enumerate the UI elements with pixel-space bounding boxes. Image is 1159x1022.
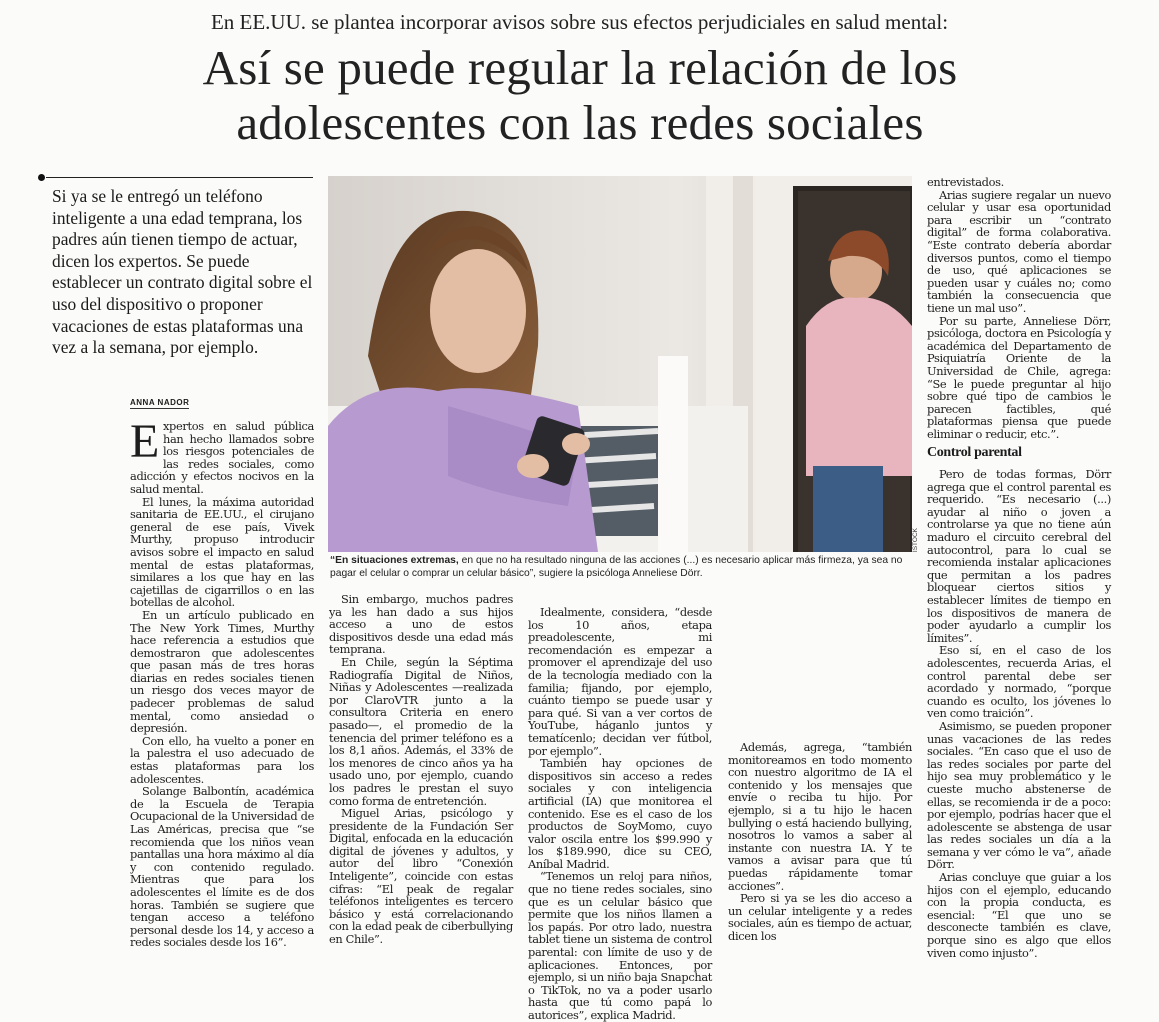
text-column-3 bbox=[528, 606, 712, 1022]
paragraph: Expertos en salud pública han hecho llamados sobre los riesgos potenciales de las redes sociales, como adicción y efectos nocivos en la salud mental. bbox=[130, 415, 314, 496]
article-lead: Si ya se le entregó un teléfono inteligente a una edad temprana, los padres aún tienen tiempo de actuar, dicen los expertos. Se puede establecer un contrato digital sobre el uso del dispositivo o proponer vacaciones de estas plataformas una vez a la semana, por ejemplo. bbox=[52, 186, 313, 358]
paragraph: Asimismo, se pueden proponer unas vacaciones de las redes sociales. “En caso que el uso de las redes sociales por parte del hijo sea muy problemático y le cueste mucho abstenerse de ellas, se recomienda ir de a poco: por ejemplo, podrías hacer que el adolescente se abstenga de usar las redes sociales un día a la semana y ver cómo le va”, añade Dörr. bbox=[927, 718, 1111, 872]
paragraph: Pero si ya se les dio acceso a un celular inteligente y a redes sociales, aún es tiempo de actuar, dicen los bbox=[728, 891, 912, 943]
paragraph: Pero de todas formas, Dörr agrega que el control parental es requerido. “Es necesario (...) ayudar al niño o joven a controlarse ya que no tiene aún maduro el circuito cerebral del autocontrol, para lo cual se recomienda instalar aplicaciones que permitan a los padres bloquear ciertos sitios y establecer límites de tiempo en los dispositivos de manera de poder ayudarlo a cumplir los límites”. bbox=[927, 467, 1111, 645]
paragraph: En un artículo publicado en The New York Times, Murthy hace referencia a estudios que demostraron que adolescentes que pasan más de tres horas diarias en redes sociales tienen un riesgo dos veces mayor de padecer problemas de salud mental, como ansiedad o depresión. bbox=[130, 607, 314, 736]
paragraph: Idealmente, considera, “desde los 10 años, etapa preadolescente, mi recomendación es empezar a promover el aprendizaje del uso de la tecnología mediado con la familia; fijando, por ejemplo, cuánto tiempo se puede usar y para qué. Si van a ver cortos de YouTube, háganlo juntos y tematícenlo; decidan ver fútbol, por ejemplo”. bbox=[528, 605, 712, 758]
paragraph: También hay opciones de dispositivos sin acceso a redes sociales y con inteligencia artificial (IA) que monitorea el contenido. Ese es el caso de los productos de SoyMomo, cuyo valor oscila entre los $99.990 y los $189.990, dice su CEO, Aníbal Madrid. bbox=[528, 756, 712, 871]
lead-rule bbox=[46, 177, 313, 178]
photo-caption bbox=[330, 555, 912, 580]
article-kicker: En EE.UU. se plantea incorporar avisos sobre sus efectos perjudiciales en salud mental: bbox=[210, 10, 949, 34]
article-headline bbox=[40, 40, 1120, 150]
paragraph: Sin embargo, muchos padres ya les han dado a sus hijos acceso a uno de estos dispositivos desde una edad más temprana. bbox=[329, 592, 513, 657]
paragraph: Por su parte, Anneliese Dörr, psicóloga, doctora en Psicología y académica del Departamento de Psiquiatría Oriente de la Universidad de Chile, agrega: “Se le puede preguntar al hijo sobre qué tipo de cambios le parecen factibles, qué plataformas piensa que puede eliminar o reducir, etc.”. bbox=[927, 313, 1111, 441]
paragraph: Además, agrega, “también monitoreamos en todo momento con nuestro algoritmo de IA el contenido y los mensajes que envíe o reciba tu hijo. Por ejemplo, si a tu hijo le hacen bullying o está haciendo bullying, nosotros lo vamos a saber al instante con nuestra IA. Y te vamos a avisar para que tú puedas rápidamente tomar acciones”. bbox=[728, 740, 912, 893]
article-photo bbox=[328, 176, 912, 552]
text-column-2 bbox=[329, 593, 513, 946]
drop-cap: E bbox=[130, 415, 159, 468]
paragraph: entrevistados. bbox=[927, 175, 1004, 189]
paragraph: El lunes, la máxima autoridad sanitaria de EE.UU., el cirujano general de ese país, Vivek Murthy, propuso introducir avisos sobre el impacto en salud mental de estas plataformas, similares a los que hay en las cajetillas de cigarrillos o en las botellas de alcohol. bbox=[130, 494, 314, 610]
section-subheading: Control parental bbox=[927, 445, 1022, 461]
lead-bullet-icon bbox=[38, 174, 45, 181]
photo-credit: ISTOCK bbox=[912, 528, 919, 553]
caption-lead: “En situaciones extremas, bbox=[330, 555, 459, 566]
caption-text: en que no ha resultado ninguna de las acciones (...) es necesario aplicar más firmeza, ya sea no pagar el celular o comprar un celular básico”, sugiere la psicóloga Anneliese Dörr. bbox=[330, 555, 903, 579]
text-column-5 bbox=[927, 176, 1111, 959]
paragraph: Miguel Arias, psicólogo y presidente de la Fundación Ser Digital, enfocada en la educación digital de jóvenes y adultos, y autor del libro “Conexión Inteligente”, coincide con estas cifras: “El peak de regalar teléfonos inteligentes es tercero básico y está correlacionando con la edad peak de ciberbullying en Chile”. bbox=[329, 806, 513, 947]
text-column-1 bbox=[130, 415, 314, 950]
text-column-4 bbox=[728, 741, 912, 943]
paragraph: Con ello, ha vuelto a poner en la palestra el uso adecuado de estas plataformas para los adolescentes. bbox=[130, 733, 314, 786]
paragraph: Eso sí, en el caso de los adolescentes, recuerda Arias, el control parental debe ser acordado y normado, “porque cuando es oculto, los jóvenes lo ven como traición”. bbox=[927, 643, 1111, 721]
paragraph: Arias concluye que guiar a los hijos con el ejemplo, educando con la propia conducta, es esencial: “El que uno se desconecte también es clave, porque sino es algo que ellos viven como injusto”. bbox=[927, 870, 1111, 960]
paragraph: “Tenemos un reloj para niños, que no tiene redes sociales, sino que es un celular básico que permite que los niños llamen a los papás. Por otro lado, nuestra tablet tiene un sistema de control parental: con límite de uso y de aplicaciones. Entonces, por ejemplo, si un niño baja Snapchat o TikTok, no va a poder usarlo hasta que tú como papá lo autorices”, explica Madrid. bbox=[528, 869, 712, 1022]
byline: ANNA NADOR bbox=[130, 398, 190, 407]
paragraph: En Chile, según la Séptima Radiografía Digital de Niños, Niñas y Adolescentes —realizada por ClaroVTR junto a la consultora Criteria en enero pasado—, el promedio de la tenencia del primer teléfono es a los 8,1 años. Además, el 33% de los menores de cinco años ya ha usado uno, por ejemplo, cuando los padres le prestan el suyo como forma de entretención. bbox=[329, 654, 513, 808]
headline-line-2: adolescentes con las redes sociales bbox=[236, 95, 924, 150]
headline-line-1: Así se puede regular la relación de los bbox=[202, 40, 958, 95]
paragraph: Solange Balbontín, académica de la Escuela de Terapia Ocupacional de la Universidad de Las Américas, precisa que “se recomienda que los niños vean pantallas una hora máximo al día y con contenido regulado. Mientras que para los adolescentes el límite es de dos horas. También se sugiere que tengan acceso a teléfono personal desde los 14, y acceso a redes sociales desde los 16”. bbox=[130, 784, 314, 950]
paragraph: Arias sugiere regalar un nuevo celular y usar esa oportunidad para escribir un “contrato digital” de forma colaborativa. “Este contrato debería abordar diversos puntos, como el tiempo de uso, qué aplicaciones se pueden usar y cuáles no; como también la consecuencia que tiene un mal uso”. bbox=[927, 187, 1111, 315]
photo-illustration bbox=[328, 176, 912, 552]
